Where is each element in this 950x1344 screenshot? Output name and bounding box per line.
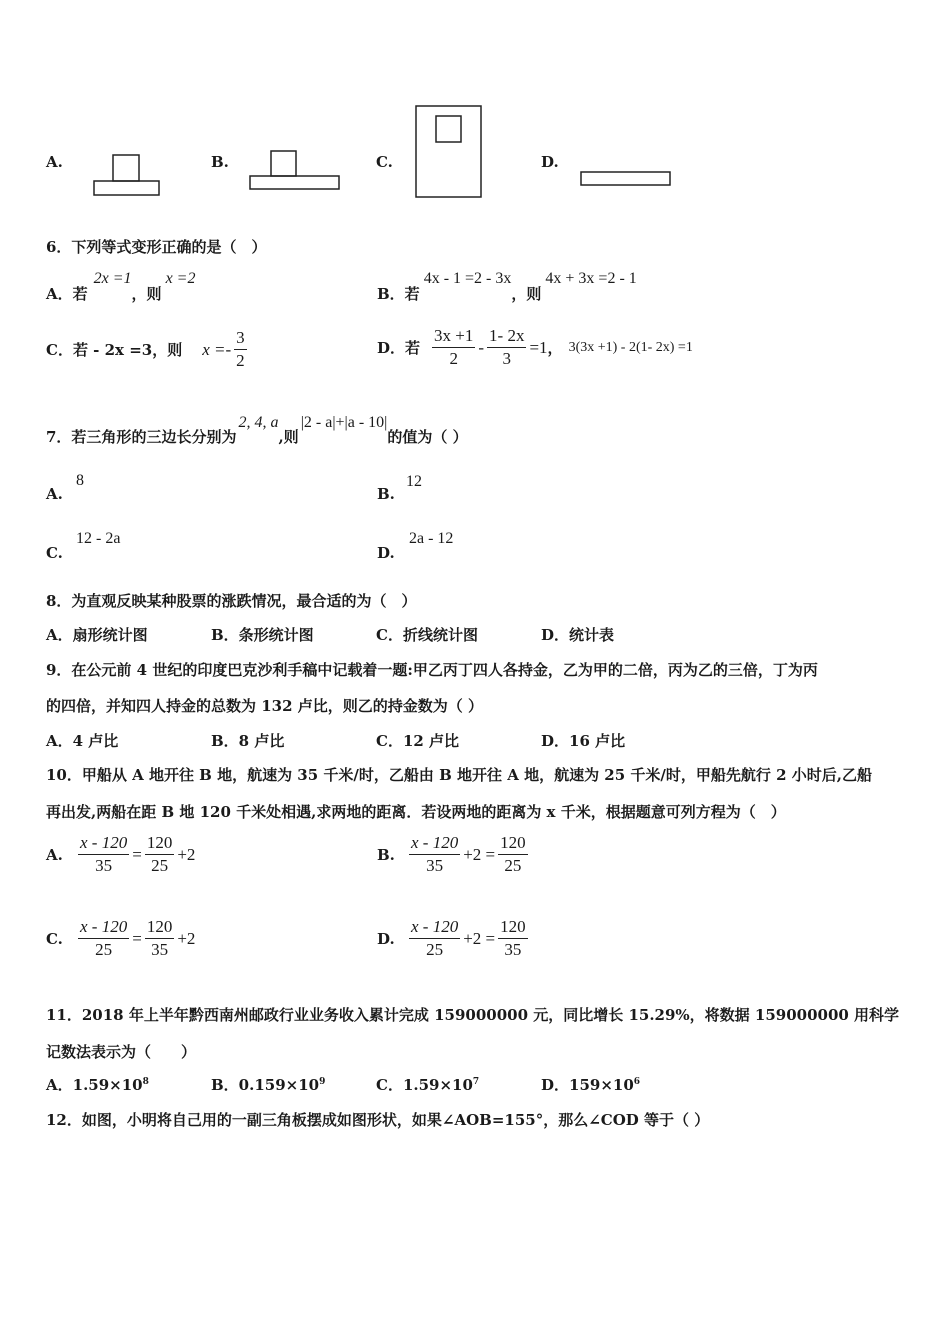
q10-a-fraction-2 xyxy=(145,833,175,876)
q8-option-b: B．条形统计图 xyxy=(211,626,314,644)
q6-c-label: C．若 - 2x =3，则 xyxy=(46,341,183,359)
q11-a-base: A．1.59×10 xyxy=(46,1076,143,1094)
q10-a-d1: 35 xyxy=(95,856,113,875)
q6-c-denominator: 2 xyxy=(236,351,245,370)
q6-d-fraction-2 xyxy=(487,326,526,369)
q6-c-fraction xyxy=(234,328,247,371)
q7-d-label: D. xyxy=(377,544,395,562)
q10-a-fraction-1 xyxy=(78,833,129,876)
q11-option-b xyxy=(211,1074,325,1095)
q11-option-d xyxy=(541,1074,640,1095)
q10-b-fraction-1 xyxy=(409,833,460,876)
q7-stem-post: 的值为（ ） xyxy=(387,428,468,446)
q10-option-b xyxy=(377,833,528,876)
q6-d-label: D．若 xyxy=(377,339,421,357)
q10-c-equation xyxy=(78,917,195,960)
q10-c-tail: +2 xyxy=(177,928,196,948)
q9-option-a: A．4 卢比 xyxy=(46,732,119,750)
q8-stem: 8．为直观反映某种股票的涨跌情况，最合适的为（ ） xyxy=(46,592,417,610)
q6-d-f2-numerator: 1- 2x xyxy=(487,326,526,348)
q7-c-label: C. xyxy=(46,544,63,562)
q5-option-b-label: B. xyxy=(211,153,229,171)
q6-a-then: ，则 xyxy=(131,285,162,303)
q9-line-2: 的四倍，并知四人持金的总数为 132 卢比，则乙的持金数为（ ） xyxy=(46,697,483,715)
q10-a-op: = xyxy=(132,844,142,864)
q11-d-exponent: 6 xyxy=(633,1077,641,1087)
q11-line-2: 记数法表示为（ ） xyxy=(46,1043,197,1061)
q10-d-d1: 25 xyxy=(426,940,444,959)
q7-c-value: 12 - 2a xyxy=(76,530,121,547)
q6-c-lhs: x =- xyxy=(202,339,232,359)
q6-d-fraction-1 xyxy=(432,326,475,369)
q6-option-a xyxy=(46,270,195,304)
q11-c-exponent: 7 xyxy=(472,1077,480,1087)
q6-d-minus: - xyxy=(478,337,485,357)
q10-d-equation xyxy=(409,917,528,960)
q6-stem: 6．下列等式变形正确的是（ ） xyxy=(46,238,267,256)
q10-c-n1: x - 120 xyxy=(78,917,129,939)
q6-b-equation-2: 4x + 3x =2 - 1 xyxy=(545,270,637,287)
q6-d-f2-denominator: 3 xyxy=(502,349,511,368)
q9-line-1: 9．在公元前 4 世纪的印度巴克沙利手稿中记载着一题:甲乙丙丁四人各持金，乙为甲的二倍，丙为乙的三倍，丁为丙 xyxy=(46,661,818,679)
q10-a-equation xyxy=(78,833,195,876)
q10-b-n1: x - 120 xyxy=(409,833,460,855)
q10-b-op: +2 = xyxy=(463,844,496,864)
q5-option-a-label: A. xyxy=(46,153,63,171)
q10-a-tail: +2 xyxy=(177,844,196,864)
q7-b-value: 12 xyxy=(406,473,422,490)
q6-d-comma: ， xyxy=(547,339,563,357)
q6-b-label: B．若 xyxy=(377,285,420,303)
q9-option-d: D．16 卢比 xyxy=(541,732,626,750)
q10-a-n2: 120 xyxy=(145,833,175,855)
q5-option-c-label: C. xyxy=(376,153,393,171)
q7-b-label: B. xyxy=(377,485,395,503)
q6-a-label: A．若 xyxy=(46,285,88,303)
q5-figures xyxy=(0,0,950,220)
q10-c-label: C. xyxy=(46,929,63,948)
q11-c-base: C．1.59×10 xyxy=(376,1076,473,1094)
q8-option-c: C．折线统计图 xyxy=(376,626,478,644)
q10-option-a xyxy=(46,833,195,876)
q10-d-op: +2 = xyxy=(463,928,496,948)
q11-d-base: D．159×10 xyxy=(541,1076,634,1094)
q6-a-equation-2: x =2 xyxy=(165,270,196,287)
q8-option-a: A．扇形统计图 xyxy=(46,626,148,644)
q7-expression: |2 - a|+|a - 10| xyxy=(300,414,388,431)
q10-d-fraction-2 xyxy=(498,917,528,960)
q6-b-equation-1: 4x - 1 =2 - 3x xyxy=(423,270,512,287)
q9-option-c: C．12 卢比 xyxy=(376,732,460,750)
q5-b-base xyxy=(250,176,339,189)
q6-d-f1-numerator: 3x +1 xyxy=(432,326,475,348)
q6-option-d xyxy=(377,326,693,369)
q10-d-label: D. xyxy=(377,929,395,948)
q6-c-numerator: 3 xyxy=(234,328,247,350)
q11-option-a xyxy=(46,1074,149,1095)
q5-a-top-square xyxy=(113,155,139,181)
q10-c-d2: 35 xyxy=(151,940,169,959)
q10-d-n2: 120 xyxy=(498,917,528,939)
q8-option-d: D．统计表 xyxy=(541,626,615,644)
q10-option-c xyxy=(46,917,195,960)
q10-a-label: A. xyxy=(46,845,63,864)
q10-c-fraction-1 xyxy=(78,917,129,960)
q7-sides: 2, 4, a xyxy=(238,414,279,431)
q10-c-d1: 25 xyxy=(95,940,113,959)
q7-a-value: 8 xyxy=(76,472,84,489)
q5-b-top-square xyxy=(271,151,296,176)
q6-c-equation xyxy=(202,328,246,371)
q6-option-b xyxy=(377,270,637,304)
q5-c-inner-square xyxy=(436,116,461,142)
q6-d-result: 3(3x +1) - 2(1- 2x) =1 xyxy=(568,339,693,355)
q6-d-rhs: =1 xyxy=(529,337,548,357)
q10-c-op: = xyxy=(132,928,142,948)
q10-a-d2: 25 xyxy=(151,856,169,875)
q6-a-equation-1: 2x =1 xyxy=(93,270,132,287)
q7-d-value: 2a - 12 xyxy=(409,530,454,547)
q11-line-1: 11．2018 年上半年黔西南州邮政行业业务收入累计完成 159000000 元，同比增长 15.29%，将数据 159000000 用科学 xyxy=(46,1006,900,1024)
q5-a-base xyxy=(94,181,159,195)
q10-b-fraction-2 xyxy=(498,833,528,876)
q7-stem-then: ,则 xyxy=(278,428,299,446)
q11-b-exponent: 9 xyxy=(319,1077,326,1087)
q10-b-label: B. xyxy=(377,845,395,864)
q10-b-equation xyxy=(409,833,528,876)
q7-stem xyxy=(46,414,468,447)
q10-d-d2: 35 xyxy=(504,940,522,959)
q10-d-n1: x - 120 xyxy=(409,917,460,939)
q10-line-1: 10．甲船从 A 地开往 B 地，航速为 35 千米/时，乙船由 B 地开往 A 地，航速为 25 千米/时，甲船先航行 2 小时后,乙船 xyxy=(46,766,872,784)
q11-a-exponent: 8 xyxy=(142,1077,149,1087)
q9-option-b: B．8 卢比 xyxy=(211,732,285,750)
q5-d-rect xyxy=(581,172,670,185)
q11-option-c xyxy=(376,1074,479,1095)
q12-stem: 12．如图，小明将自己用的一副三角板摆成如图形状，如果∠AOB=155°，那么∠COD 等于（ ） xyxy=(46,1111,710,1129)
q6-d-f1-denominator: 2 xyxy=(449,349,458,368)
q7-a-label: A. xyxy=(46,485,63,503)
q5-c-outer-rect xyxy=(416,106,481,197)
q10-b-n2: 120 xyxy=(498,833,528,855)
q11-b-base: B．0.159×10 xyxy=(211,1076,320,1094)
q10-line-2: 再出发,两船在距 B 地 120 千米处相遇,求两地的距离．若设两地的距离为 x 千米，根据题意可列方程为（ ） xyxy=(46,803,786,821)
q5-option-d-label: D. xyxy=(541,153,559,171)
q10-b-d1: 35 xyxy=(426,856,444,875)
q10-d-fraction-1 xyxy=(409,917,460,960)
q10-c-n2: 120 xyxy=(145,917,175,939)
q10-c-fraction-2 xyxy=(145,917,175,960)
q7-stem-pre: 7．若三角形的三边长分别为 xyxy=(46,428,237,446)
q6-d-equation xyxy=(432,326,548,369)
q10-b-d2: 25 xyxy=(504,856,522,875)
q6-option-c xyxy=(46,328,247,371)
q10-option-d xyxy=(377,917,528,960)
q6-b-then: ，则 xyxy=(511,285,542,303)
q10-a-n1: x - 120 xyxy=(78,833,129,855)
